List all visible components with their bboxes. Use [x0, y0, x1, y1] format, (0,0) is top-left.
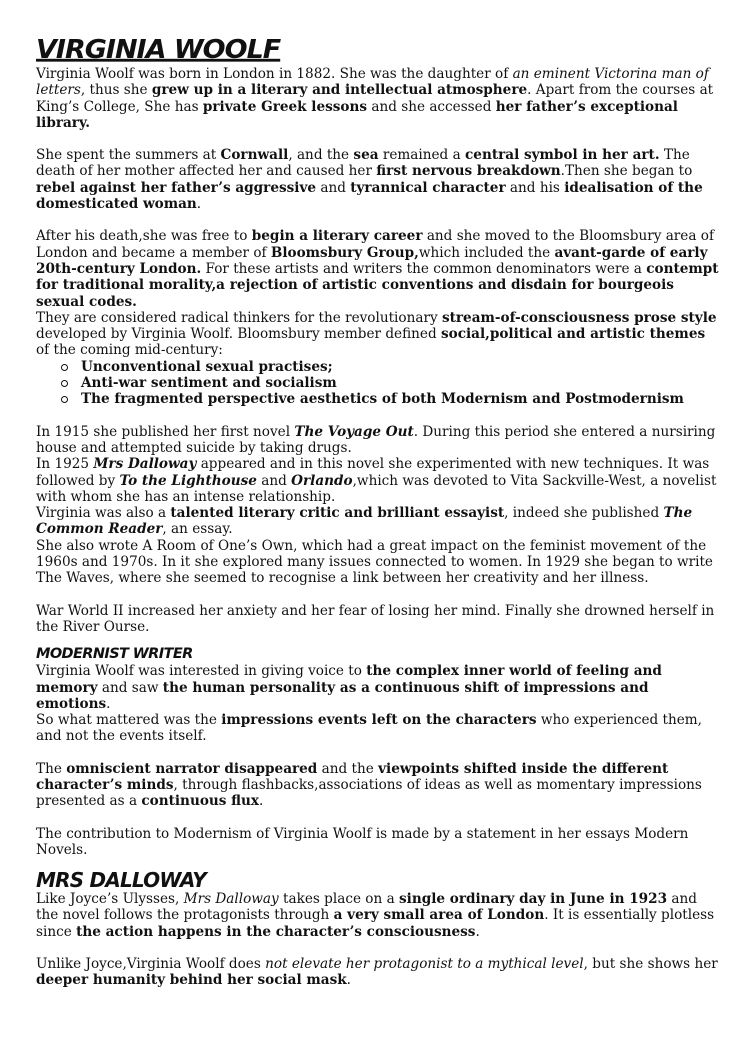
text-run: takes place on a	[278, 891, 399, 908]
document-page	[36, 36, 720, 989]
text-run: not elevate her protagonist to a mythical level	[265, 956, 584, 973]
text-run: talented literary critic and brilliant essayist	[170, 505, 505, 522]
text-run: She spent the summers at	[36, 147, 221, 164]
text-run: , indeed she published	[504, 505, 664, 522]
text-run: .	[346, 972, 351, 989]
text-run: stream-of-consciousness prose style	[441, 309, 717, 326]
text-run: .	[106, 695, 111, 712]
list-item: The fragmented perspective aesthetics of both Modernism and Postmodernism	[81, 391, 720, 407]
paragraph	[36, 761, 720, 810]
text-run: She also wrote A Room of One’s Own, which had a great impact on the feminist movement of the 1960s and 1970s. In it she explored many issues connected to women. In 1929 she began to write The Waves, where she seemed to recognise a link between her creativity and her illness.	[36, 537, 713, 587]
text-run: They are considered radical thinkers for the revolutionary	[36, 309, 442, 326]
text-run: a very small area of London	[333, 907, 545, 924]
text-run: So what mattered was the	[36, 712, 222, 729]
paragraph	[36, 603, 720, 636]
text-run: .Then she began to	[560, 163, 693, 180]
paragraph	[36, 424, 720, 457]
text-run: sea	[353, 147, 379, 164]
text-run: single ordinary day in June in 1923	[399, 891, 668, 908]
text-run: developed by Virginia Woolf. Bloomsbury member defined	[36, 326, 441, 343]
text-run: and the novel follows the protagonists through	[36, 891, 697, 924]
text-run: , thus she	[80, 82, 152, 99]
paragraph	[36, 712, 720, 745]
text-run: an eminent Victorina man of letters	[36, 66, 709, 99]
text-run: the action happens in the character’s consciousness	[76, 923, 476, 940]
paragraph	[36, 956, 720, 989]
paragraph	[36, 538, 720, 587]
text-run: Virginia was also a	[36, 505, 171, 522]
text-run: War World II increased her anxiety and her fear of losing her mind. Finally she drowned herself in the River Ourse.	[36, 602, 715, 635]
text-run: The contribution to Modernism of Virginia Woolf is made by a statement in her essays Modern Novels.	[36, 825, 689, 858]
text-run: social,political and artistic themes	[440, 326, 706, 343]
text-run: tyrannical character	[350, 179, 506, 196]
text-run: Cornwall	[220, 147, 289, 164]
text-run: and saw	[97, 679, 163, 696]
text-run: . It is essentially plotless since	[36, 907, 715, 940]
text-run: Virginia Woolf was born in London in 1882. She was the daughter of	[36, 66, 513, 82]
text-run: Mrs Dalloway	[183, 891, 279, 908]
paragraph	[36, 826, 720, 859]
text-run: Orlando	[291, 472, 353, 489]
list-item: Anti-war sentiment and socialism	[81, 375, 720, 391]
text-run: the complex inner world of feeling and memory	[36, 663, 662, 696]
text-run: ,which was devoted to Vita Sackville-West, a novelist with whom she has an intense relationship.	[36, 472, 717, 505]
text-run: first nervous breakdown	[376, 163, 561, 180]
paragraph	[36, 456, 720, 505]
paragraph	[36, 66, 720, 131]
text-run: The	[36, 760, 67, 777]
text-run: and	[256, 472, 292, 489]
text-run: The Voyage Out	[294, 423, 414, 440]
section-heading-dalloway: MRS DALLOWAY	[36, 868, 206, 893]
section-heading-modernist: MODERNIST WRITER	[36, 646, 193, 663]
text-run: and the	[317, 760, 379, 777]
text-run: , but she shows her	[583, 956, 718, 973]
themes-list	[36, 359, 720, 408]
paragraph	[36, 505, 720, 538]
text-run: Bloomsbury Group,	[270, 244, 419, 261]
text-run: For these artists and writers the common denominators were a	[201, 260, 647, 277]
paragraph	[36, 310, 720, 359]
text-run: , an essay.	[162, 521, 233, 538]
text-run: impressions events left on the characters	[221, 712, 537, 729]
text-run: .	[259, 793, 264, 810]
text-run: In 1915 she published her first novel	[36, 423, 295, 440]
text-run: appeared and in this novel she experimented with new techniques. It was followed by	[36, 456, 710, 489]
text-run: avant-garde of early 20th-century London.	[36, 244, 708, 277]
paragraph	[36, 891, 720, 940]
text-run: the human personality as a continuous shift of impressions and emotions	[36, 679, 649, 712]
text-run: omniscient narrator disappeared	[66, 760, 318, 777]
text-run: . Apart from the courses at King’s College, She has	[36, 82, 714, 115]
text-run: who experienced them, and not the events itself.	[36, 712, 703, 745]
text-run: .	[475, 923, 480, 940]
text-run: private Greek lessons	[202, 98, 368, 115]
text-run: viewpoints shifted inside the different character’s minds	[36, 760, 669, 793]
text-run: , through flashbacks,associations of ideas as well as momentary impressions presented as a	[36, 776, 702, 810]
text-run: of the coming mid-century:	[36, 342, 223, 359]
text-run: rebel against her father’s aggressive	[36, 179, 317, 196]
text-run: The death of her mother affected her and caused her	[36, 147, 690, 180]
text-run: contempt for traditional morality,a rejection of artistic conventions and disdain for bourgeois sexual codes.	[36, 260, 719, 310]
text-run: her father’s exceptional library.	[36, 98, 678, 131]
text-run: begin a literary career	[251, 228, 423, 245]
text-run: and his	[505, 179, 565, 196]
paragraph	[36, 228, 720, 309]
text-run: remained a	[378, 147, 466, 164]
text-run: which included the	[418, 244, 555, 261]
list-item: Unconventional sexual practises;	[81, 359, 720, 375]
text-run: Virginia Woolf was interested in giving voice to	[36, 663, 367, 680]
text-run: The Common Reader	[36, 505, 693, 538]
text-run: In 1925	[36, 456, 94, 473]
paragraph	[36, 147, 720, 212]
text-run: Unlike Joyce,Virginia Woolf does	[36, 956, 266, 973]
text-run: .	[196, 196, 202, 213]
text-run: To the Lighthouse	[119, 472, 257, 489]
text-run: central symbol in her art.	[465, 147, 660, 164]
text-run: and she accessed	[367, 98, 496, 115]
text-run: and she moved to the Bloomsbury area of London and became a member of	[36, 228, 714, 261]
text-run: Like Joyce’s Ulysses,	[36, 891, 184, 908]
text-run: and	[316, 179, 351, 196]
page-title: VIRGINIA WOOLF	[36, 35, 281, 65]
text-run: idealisation of the domesticated woman	[36, 179, 703, 213]
text-run: , and the	[288, 147, 354, 164]
text-run: deeper humanity behind her social mask	[36, 972, 347, 989]
text-run: . During this period she entered a nursiring house and attempted suicide by taking drugs.	[36, 423, 716, 456]
text-run: grew up in a literary and intellectual atmosphere	[151, 82, 528, 99]
paragraph	[36, 663, 720, 712]
text-run: After his death,she was free to	[36, 228, 252, 245]
text-run: continuous flux	[141, 793, 260, 810]
text-run: Mrs Dalloway	[93, 456, 197, 473]
